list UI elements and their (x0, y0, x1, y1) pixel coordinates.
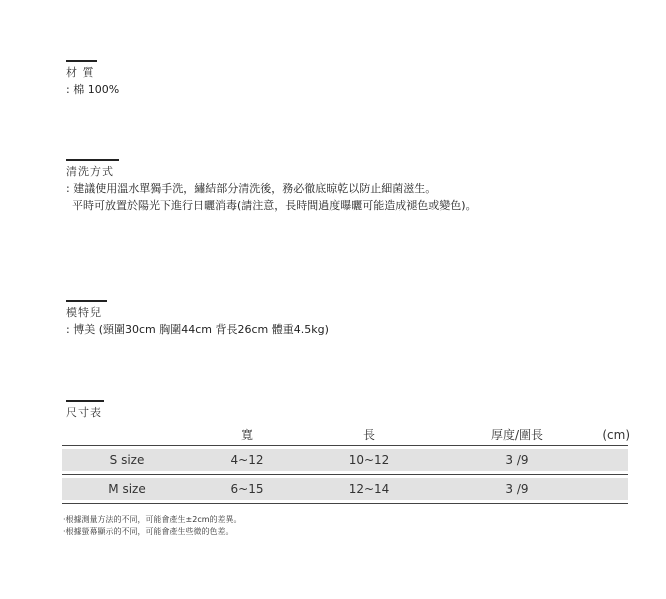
model-text: : 博美 (頸圍30cm 胸圍44cm 背長26cm 體重4.5kg) (66, 323, 329, 336)
table-divider (62, 503, 628, 504)
size-table (62, 425, 628, 504)
table-header-cell: 寬 (240, 428, 253, 442)
size-chart-title: 尺寸表 (66, 406, 102, 419)
table-cell: 10~12 (348, 453, 390, 467)
model-section (66, 300, 329, 340)
table-header-cell: 厚度/圍長 (490, 428, 544, 442)
care-text-line-1: : 建議使用溫水單獨手洗，繡結部分清洗後，務必徹底晾乾以防止細菌滋生。 (66, 182, 437, 195)
care-text-line-2: 平時可放置於陽光下進行日曬消毒(請注意，長時間過度曝曬可能造成褪色或變色)。 (72, 199, 477, 212)
size-chart-section (66, 400, 104, 420)
material-section (66, 60, 119, 100)
model-title: 模特兒 (66, 306, 102, 319)
table-cell: 6~15 (230, 482, 264, 496)
table-header-cell: 長 (362, 428, 375, 442)
notes (63, 514, 242, 538)
table-cell-size: M size (108, 482, 146, 496)
section-divider (66, 400, 104, 402)
table-unit-label: (cm) (602, 428, 630, 442)
section-divider (66, 159, 119, 161)
section-divider (66, 60, 97, 62)
section-divider (66, 300, 107, 302)
table-cell: 12~14 (348, 482, 390, 496)
table-header-row (62, 425, 628, 445)
table-cell: 3 /9 (505, 453, 529, 467)
care-section (66, 159, 477, 216)
material-text: : 棉 100% (66, 83, 120, 96)
table-row (62, 478, 628, 500)
table-cell: 4~12 (230, 453, 264, 467)
note-line: ‧根據測量方法的不同，可能會產生±2cm的差異。 (63, 515, 242, 524)
table-row (62, 449, 628, 471)
table-cell: 3 /9 (505, 482, 529, 496)
care-title: 清洗方式 (66, 165, 114, 178)
material-title: 材 質 (66, 66, 95, 79)
note-line: ‧根據螢幕顯示的不同，可能會產生些微的色差。 (63, 527, 234, 536)
table-cell-size: S size (109, 453, 145, 467)
